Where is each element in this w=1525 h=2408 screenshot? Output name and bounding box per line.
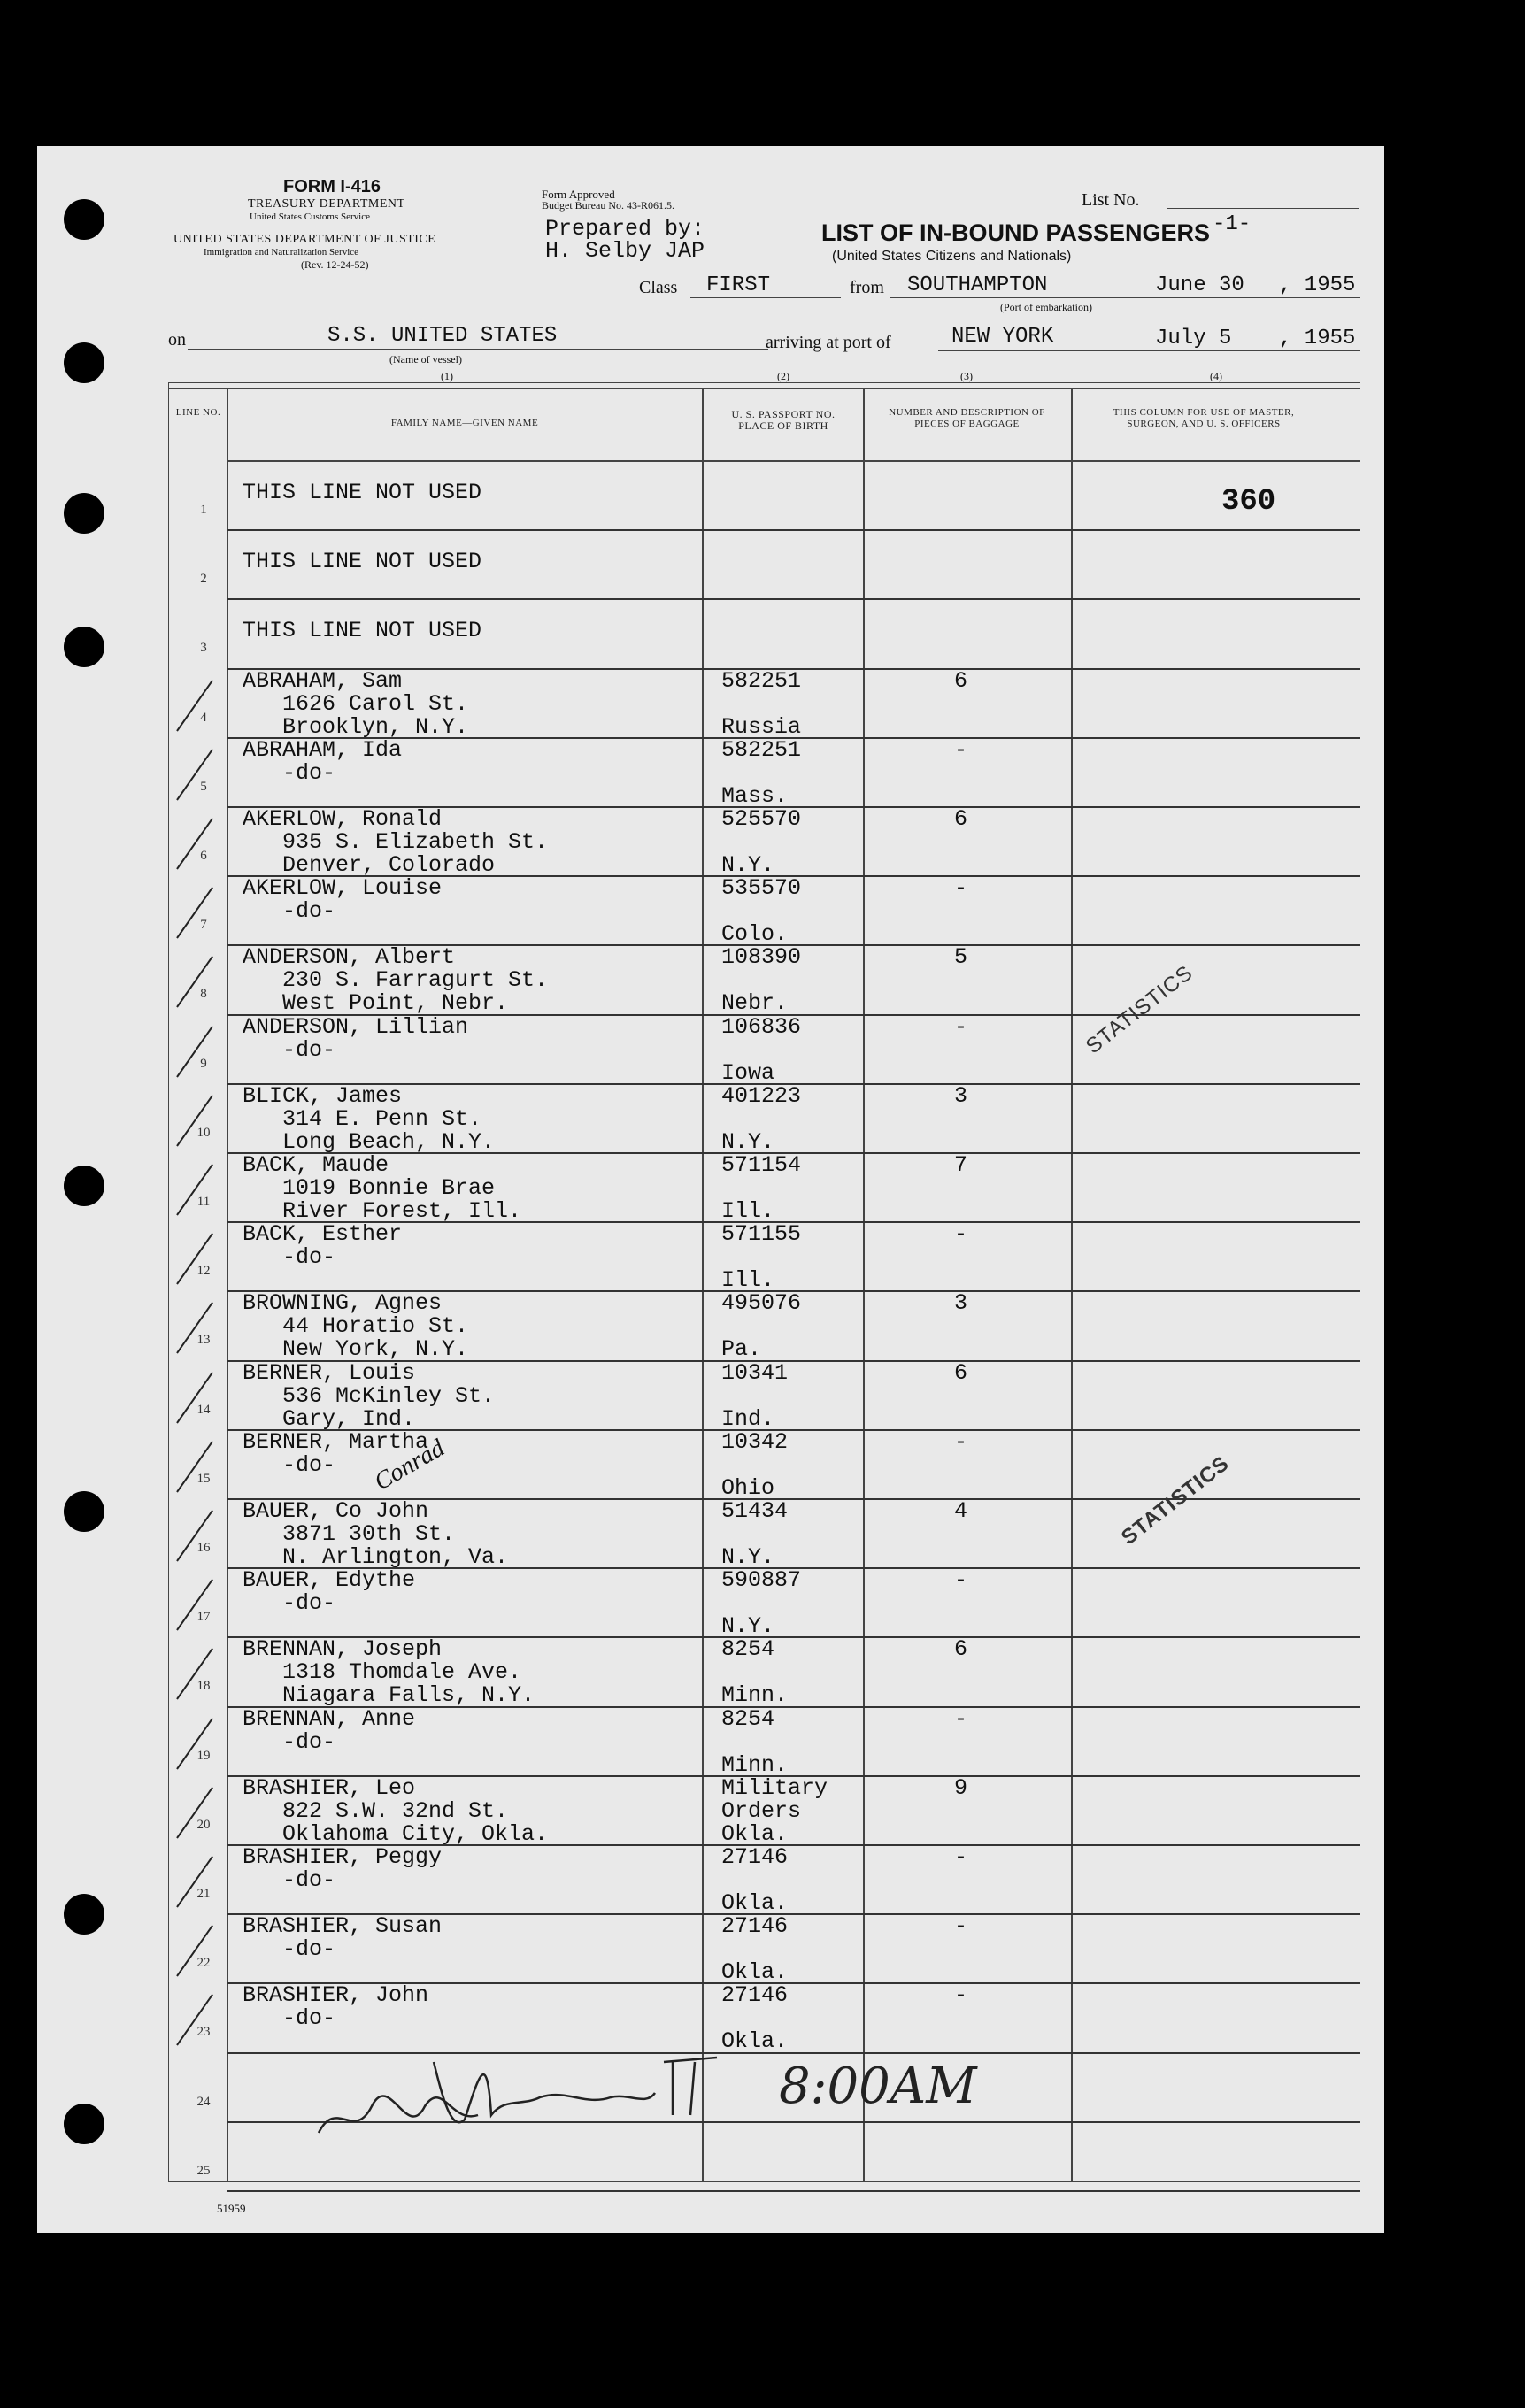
line-number: 17 bbox=[196, 1610, 211, 1625]
statistics-stamp: STATISTICS bbox=[1082, 960, 1198, 1059]
passport-number: 590887 bbox=[721, 1567, 802, 1594]
line-number: 3 bbox=[200, 641, 207, 656]
place-of-birth: Russia bbox=[721, 713, 802, 740]
binder-hole bbox=[64, 1894, 104, 1935]
passport-number: 27146 bbox=[721, 1844, 789, 1870]
passport-number: 582251 bbox=[721, 667, 802, 694]
passenger-name: AKERLOW, Louise -do- bbox=[243, 875, 443, 925]
list-subtitle: (United States Citizens and Nationals) bbox=[832, 249, 1072, 264]
embark-date: June 30 bbox=[1155, 273, 1244, 297]
document-page bbox=[37, 146, 1384, 2233]
list-no-label: List No. bbox=[1082, 190, 1140, 210]
passenger-name: THIS LINE NOT USED bbox=[243, 549, 482, 575]
line-number: 15 bbox=[196, 1471, 211, 1486]
arrival-date: July 5 bbox=[1155, 327, 1232, 350]
baggage-count: - bbox=[954, 1013, 968, 1040]
list-title: LIST OF IN-BOUND PASSENGERS bbox=[821, 219, 1211, 246]
passport-number: 10342 bbox=[721, 1428, 789, 1455]
passport-number: 10341 bbox=[721, 1359, 789, 1386]
line-number: 16 bbox=[196, 1541, 211, 1555]
col-num-4: (4) bbox=[1210, 370, 1222, 382]
passenger-name: BROWNING, Agnes 44 Horatio St. New York, N.Y. bbox=[243, 1290, 469, 1363]
place-of-birth: Ill. bbox=[721, 1198, 775, 1224]
prepared-label: Prepared by: bbox=[545, 216, 705, 242]
dept-justice-sub: Immigration and Naturalization Service bbox=[204, 247, 359, 258]
line-number: 1 bbox=[200, 503, 207, 517]
passenger-name: BAUER, Edythe -do- bbox=[243, 1567, 416, 1617]
place-of-birth: Mass. bbox=[721, 782, 789, 809]
line-number: 4 bbox=[200, 710, 207, 725]
passport-number: 401223 bbox=[721, 1082, 802, 1109]
passenger-name: BRENNAN, Anne -do- bbox=[243, 1705, 416, 1755]
baggage-count: - bbox=[954, 1705, 968, 1732]
line-number: 19 bbox=[196, 1748, 211, 1763]
line-number: 18 bbox=[196, 1679, 211, 1694]
on-label: on bbox=[168, 330, 186, 350]
passenger-name: THIS LINE NOT USED bbox=[243, 480, 482, 505]
place-of-birth: Colo. bbox=[721, 921, 789, 948]
header-passport: U. S. PASSPORT NO. PLACE OF BIRTH bbox=[731, 408, 836, 432]
passenger-name: BAUER, Co John 3871 30th St. N. Arlington, Va. bbox=[243, 1498, 509, 1570]
baggage-count: - bbox=[954, 1567, 968, 1594]
line-number: 5 bbox=[200, 779, 207, 794]
line-number: 11 bbox=[196, 1195, 211, 1209]
dept-treasury-sub: United States Customs Service bbox=[250, 212, 370, 222]
baggage-count: - bbox=[954, 1428, 968, 1455]
line-number: 20 bbox=[196, 1817, 211, 1832]
place-of-birth: N.Y. bbox=[721, 1613, 775, 1640]
passport-number: 571154 bbox=[721, 1152, 802, 1178]
signature-time: 8:00AM bbox=[779, 2058, 977, 2115]
place-of-birth: Okla. bbox=[721, 1820, 789, 1847]
dept-justice: UNITED STATES DEPARTMENT OF JUSTICE bbox=[173, 233, 436, 246]
port-embark-note: (Port of embarkation) bbox=[1000, 301, 1092, 313]
binder-hole bbox=[64, 199, 104, 240]
col-num-1: (1) bbox=[441, 370, 453, 382]
form-number: FORM I-416 bbox=[283, 177, 381, 196]
row-divider bbox=[227, 529, 1360, 531]
vessel-note: (Name of vessel) bbox=[389, 353, 462, 365]
header-line-no: LINE NO. bbox=[175, 407, 221, 418]
passenger-name: BRASHIER, Susan -do- bbox=[243, 1913, 443, 1963]
baggage-count: - bbox=[954, 1221, 968, 1248]
binder-hole bbox=[64, 627, 104, 667]
binder-hole bbox=[64, 342, 104, 383]
place-of-birth: N.Y. bbox=[721, 1128, 775, 1155]
header-baggage: NUMBER AND DESCRIPTION OF PIECES OF BAGGAGE bbox=[889, 407, 1045, 429]
place-of-birth: Minn. bbox=[721, 1751, 789, 1778]
passport-number: 106836 bbox=[721, 1013, 802, 1040]
place-of-birth: Okla. bbox=[721, 2028, 789, 2055]
binder-hole bbox=[64, 493, 104, 534]
passport-number: 27146 bbox=[721, 1982, 789, 2009]
place-of-birth: Okla. bbox=[721, 1890, 789, 1916]
place-of-birth: Minn. bbox=[721, 1682, 789, 1709]
place-of-birth: Pa. bbox=[721, 1336, 762, 1363]
passenger-name: BRASHIER, John -do- bbox=[243, 1982, 429, 2032]
embark-year: , 1955 bbox=[1279, 273, 1356, 297]
col-num-3: (3) bbox=[960, 370, 973, 382]
passport-number: 8254 bbox=[721, 1705, 775, 1732]
from-port: SOUTHAMPTON bbox=[907, 273, 1048, 297]
officer-number: 360 bbox=[1221, 485, 1276, 519]
form-revision: (Rev. 12-24-52) bbox=[301, 258, 369, 271]
line-number: 8 bbox=[200, 987, 207, 1002]
binder-hole bbox=[64, 1166, 104, 1206]
row-divider bbox=[227, 598, 1360, 600]
passenger-name: ANDERSON, Albert 230 S. Farragurt St. West Point, Nebr. bbox=[243, 944, 549, 1017]
passport-number: 535570 bbox=[721, 875, 802, 902]
binder-hole bbox=[64, 1491, 104, 1532]
line-number: 25 bbox=[196, 2163, 211, 2178]
place-of-birth: Nebr. bbox=[721, 990, 789, 1017]
arrival-port: NEW YORK bbox=[951, 325, 1054, 349]
line-number: 2 bbox=[200, 572, 207, 587]
arrival-year: , 1955 bbox=[1279, 327, 1356, 350]
place-of-birth: N.Y. bbox=[721, 852, 775, 878]
baggage-count: 6 bbox=[954, 667, 968, 694]
line-number: 6 bbox=[200, 849, 207, 863]
line-number: 13 bbox=[196, 1333, 211, 1348]
col-num-2: (2) bbox=[777, 370, 789, 382]
line-number: 7 bbox=[200, 918, 207, 933]
row-divider bbox=[227, 2190, 1360, 2192]
baggage-count: - bbox=[954, 1844, 968, 1870]
prepared-by: H. Selby JAP bbox=[545, 238, 705, 264]
passenger-name: BACK, Maude 1019 Bonnie Brae River Forest, Ill. bbox=[243, 1152, 522, 1224]
passenger-name: BERNER, Louis 536 McKinley St. Gary, Ind. bbox=[243, 1359, 496, 1432]
baggage-count: - bbox=[954, 1982, 968, 2009]
place-of-birth: Iowa bbox=[721, 1059, 775, 1086]
line-number: 10 bbox=[196, 1125, 211, 1140]
baggage-count: - bbox=[954, 736, 968, 763]
form-code: 51959 bbox=[217, 2202, 246, 2215]
form-approved: Form Approved bbox=[542, 188, 615, 201]
place-of-birth: Okla. bbox=[721, 1959, 789, 1986]
class-label: Class bbox=[639, 278, 678, 297]
line-number: 23 bbox=[196, 2025, 211, 2040]
passenger-name: ABRAHAM, Ida -do- bbox=[243, 736, 403, 786]
passenger-name: BRENNAN, Joseph 1318 Thomdale Ave. Niagara Falls, N.Y. bbox=[243, 1636, 535, 1709]
line-number: 9 bbox=[200, 1056, 207, 1071]
passenger-name: ANDERSON, Lillian -do- bbox=[243, 1013, 469, 1063]
passport-number: 582251 bbox=[721, 736, 802, 763]
place-of-birth: N.Y. bbox=[721, 1544, 775, 1570]
vessel-name: S.S. UNITED STATES bbox=[327, 324, 558, 348]
baggage-count: - bbox=[954, 875, 968, 902]
passport-number: 571155 bbox=[721, 1221, 802, 1248]
place-of-birth: Ohio bbox=[721, 1474, 775, 1501]
from-label: from bbox=[850, 278, 884, 297]
binder-hole bbox=[64, 2104, 104, 2144]
baggage-count: - bbox=[954, 1913, 968, 1940]
passport-number: 8254 bbox=[721, 1636, 775, 1663]
budget-bureau: Budget Bureau No. 43-R061.5. bbox=[542, 199, 674, 212]
dept-treasury: TREASURY DEPARTMENT bbox=[248, 197, 405, 211]
passenger-name: BACK, Esther -do- bbox=[243, 1221, 403, 1271]
passport-number: 495076 bbox=[721, 1290, 802, 1317]
line-number: 22 bbox=[196, 1956, 211, 1971]
passport-number: 525570 bbox=[721, 806, 802, 832]
passport-number: 51434 bbox=[721, 1498, 789, 1524]
passport-number: 108390 bbox=[721, 944, 802, 971]
passenger-name: THIS LINE NOT USED bbox=[243, 618, 482, 644]
header-officers: THIS COLUMN FOR USE OF MASTER, SURGEON, AND U. S. OFFICERS bbox=[1113, 407, 1295, 429]
passenger-name: BRASHIER, Leo 822 S.W. 32nd St. Oklahoma City, Okla. bbox=[243, 1774, 549, 1847]
baggage-count: 7 bbox=[954, 1152, 968, 1178]
baggage-count: 9 bbox=[954, 1774, 968, 1801]
baggage-count: 4 bbox=[954, 1498, 968, 1524]
header-name: FAMILY NAME—GIVEN NAME bbox=[390, 418, 539, 428]
passenger-name: BLICK, James 314 E. Penn St. Long Beach, N.Y. bbox=[243, 1082, 496, 1155]
passenger-name: AKERLOW, Ronald 935 S. Elizabeth St. Denver, Colorado bbox=[243, 806, 549, 878]
line-number: 24 bbox=[196, 2094, 211, 2109]
passenger-name: BRASHIER, Peggy -do- bbox=[243, 1844, 443, 1893]
arriving-label: arriving at port of bbox=[766, 333, 891, 352]
place-of-birth: Ind. bbox=[721, 1405, 775, 1432]
baggage-count: 3 bbox=[954, 1290, 968, 1317]
line-number: 12 bbox=[196, 1264, 211, 1279]
baggage-count: 6 bbox=[954, 1636, 968, 1663]
baggage-count: 6 bbox=[954, 1359, 968, 1386]
baggage-count: 6 bbox=[954, 806, 968, 832]
list-no-value: -1- bbox=[1213, 212, 1252, 236]
statistics-stamp: STATISTICS bbox=[1117, 1450, 1235, 1550]
baggage-count: 5 bbox=[954, 944, 968, 971]
passenger-name: ABRAHAM, Sam 1626 Carol St. Brooklyn, N.Y. bbox=[243, 667, 469, 740]
line-number: 14 bbox=[196, 1402, 211, 1417]
place-of-birth: Ill. bbox=[721, 1267, 775, 1294]
handwritten-conrad: Conrad bbox=[369, 1434, 450, 1496]
passport-number: Military Orders bbox=[721, 1774, 828, 1824]
class-value: FIRST bbox=[706, 273, 771, 297]
passenger-name: BERNER, Martha -do- bbox=[243, 1428, 429, 1478]
baggage-count: 3 bbox=[954, 1082, 968, 1109]
line-number: 21 bbox=[196, 1887, 211, 1901]
passport-number: 27146 bbox=[721, 1913, 789, 1940]
